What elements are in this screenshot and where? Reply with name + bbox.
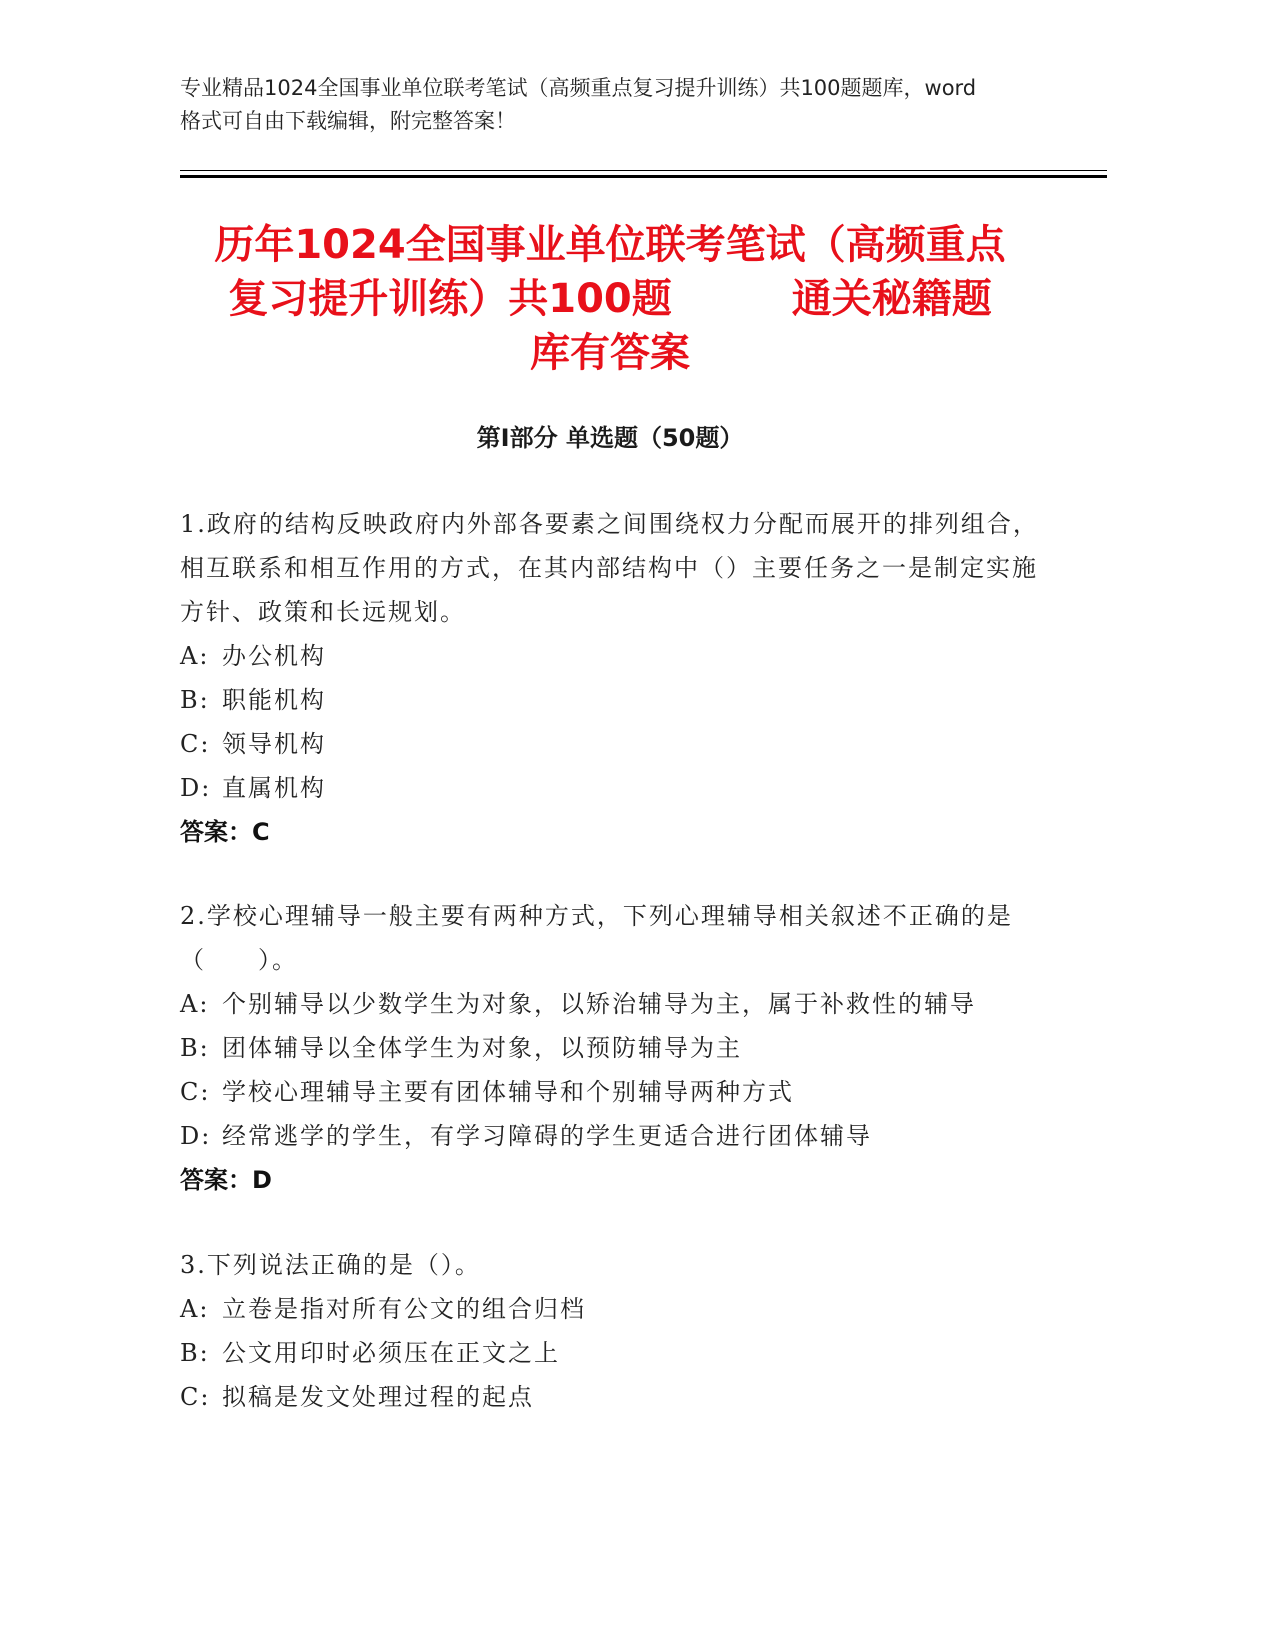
option-text: 办公机构 bbox=[222, 642, 326, 670]
option-text: 公文用印时必须压在正文之上 bbox=[222, 1339, 560, 1367]
option-b[interactable] bbox=[180, 1331, 1040, 1375]
option-a[interactable] bbox=[180, 982, 1040, 1026]
question-2 bbox=[180, 894, 1040, 1202]
option-label: B: bbox=[180, 1339, 210, 1367]
option-b[interactable] bbox=[180, 1026, 1040, 1070]
answer-line: 答案：C bbox=[180, 818, 270, 846]
section-title: 第Ⅰ部分 单选题（50题） bbox=[476, 424, 744, 452]
title-line: 库有答案 bbox=[530, 330, 690, 376]
option-text: 拟稿是发文处理过程的起点 bbox=[222, 1383, 534, 1411]
document-title bbox=[180, 218, 1040, 380]
title-line: 历年1024全国事业单位联考笔试（高频重点 bbox=[214, 222, 1006, 268]
question-3 bbox=[180, 1243, 1040, 1419]
document-header-note: 专业精品1024全国事业单位联考笔试（高频重点复习提升训练）共100题题库，word格式可自由下载编辑，附完整答案！ bbox=[180, 76, 977, 133]
option-text: 直属机构 bbox=[222, 774, 326, 802]
question-text: 1.政府的结构反映政府内外部各要素之间围绕权力分配而展开的排列组合，相互联系和相互作用的方式，在其内部结构中（）主要任务之一是制定实施方针、政策和长远规划。 bbox=[180, 510, 1039, 626]
question-1 bbox=[180, 502, 1040, 854]
question-text: 2.学校心理辅导一般主要有两种方式，下列心理辅导相关叙述不正确的是（ ）。 bbox=[180, 902, 1013, 974]
header-divider-thin bbox=[180, 170, 1107, 171]
option-label: B: bbox=[180, 1034, 210, 1062]
option-label: C: bbox=[180, 1078, 211, 1106]
option-c[interactable] bbox=[180, 1375, 1040, 1419]
header-divider-thick bbox=[180, 175, 1107, 178]
option-text: 个别辅导以少数学生为对象，以矫治辅导为主，属于补救性的辅导 bbox=[222, 990, 976, 1018]
title-line: 复习提升训练）共100题 通关秘籍题 bbox=[228, 276, 992, 322]
question-text: 3.下列说法正确的是（）。 bbox=[180, 1251, 481, 1279]
option-label: C: bbox=[180, 1383, 211, 1411]
option-label: A: bbox=[180, 1295, 210, 1323]
option-c[interactable] bbox=[180, 1070, 1040, 1114]
option-label: A: bbox=[180, 642, 210, 670]
option-text: 学校心理辅导主要有团体辅导和个别辅导两种方式 bbox=[222, 1078, 794, 1106]
option-text: 立卷是指对所有公文的组合归档 bbox=[222, 1295, 586, 1323]
option-label: D: bbox=[180, 1122, 212, 1150]
option-label: A: bbox=[180, 990, 210, 1018]
option-d[interactable] bbox=[180, 1114, 1040, 1158]
option-text: 职能机构 bbox=[222, 686, 326, 714]
option-text: 领导机构 bbox=[222, 730, 326, 758]
option-d[interactable] bbox=[180, 766, 1040, 810]
option-c[interactable] bbox=[180, 722, 1040, 766]
option-b[interactable] bbox=[180, 678, 1040, 722]
option-label: C: bbox=[180, 730, 211, 758]
option-text: 团体辅导以全体学生为对象，以预防辅导为主 bbox=[222, 1034, 742, 1062]
option-text: 经常逃学的学生，有学习障碍的学生更适合进行团体辅导 bbox=[222, 1122, 872, 1150]
option-label: B: bbox=[180, 686, 210, 714]
answer-line: 答案：D bbox=[180, 1166, 272, 1194]
option-label: D: bbox=[180, 774, 212, 802]
option-a[interactable] bbox=[180, 634, 1040, 678]
option-a[interactable] bbox=[180, 1287, 1040, 1331]
